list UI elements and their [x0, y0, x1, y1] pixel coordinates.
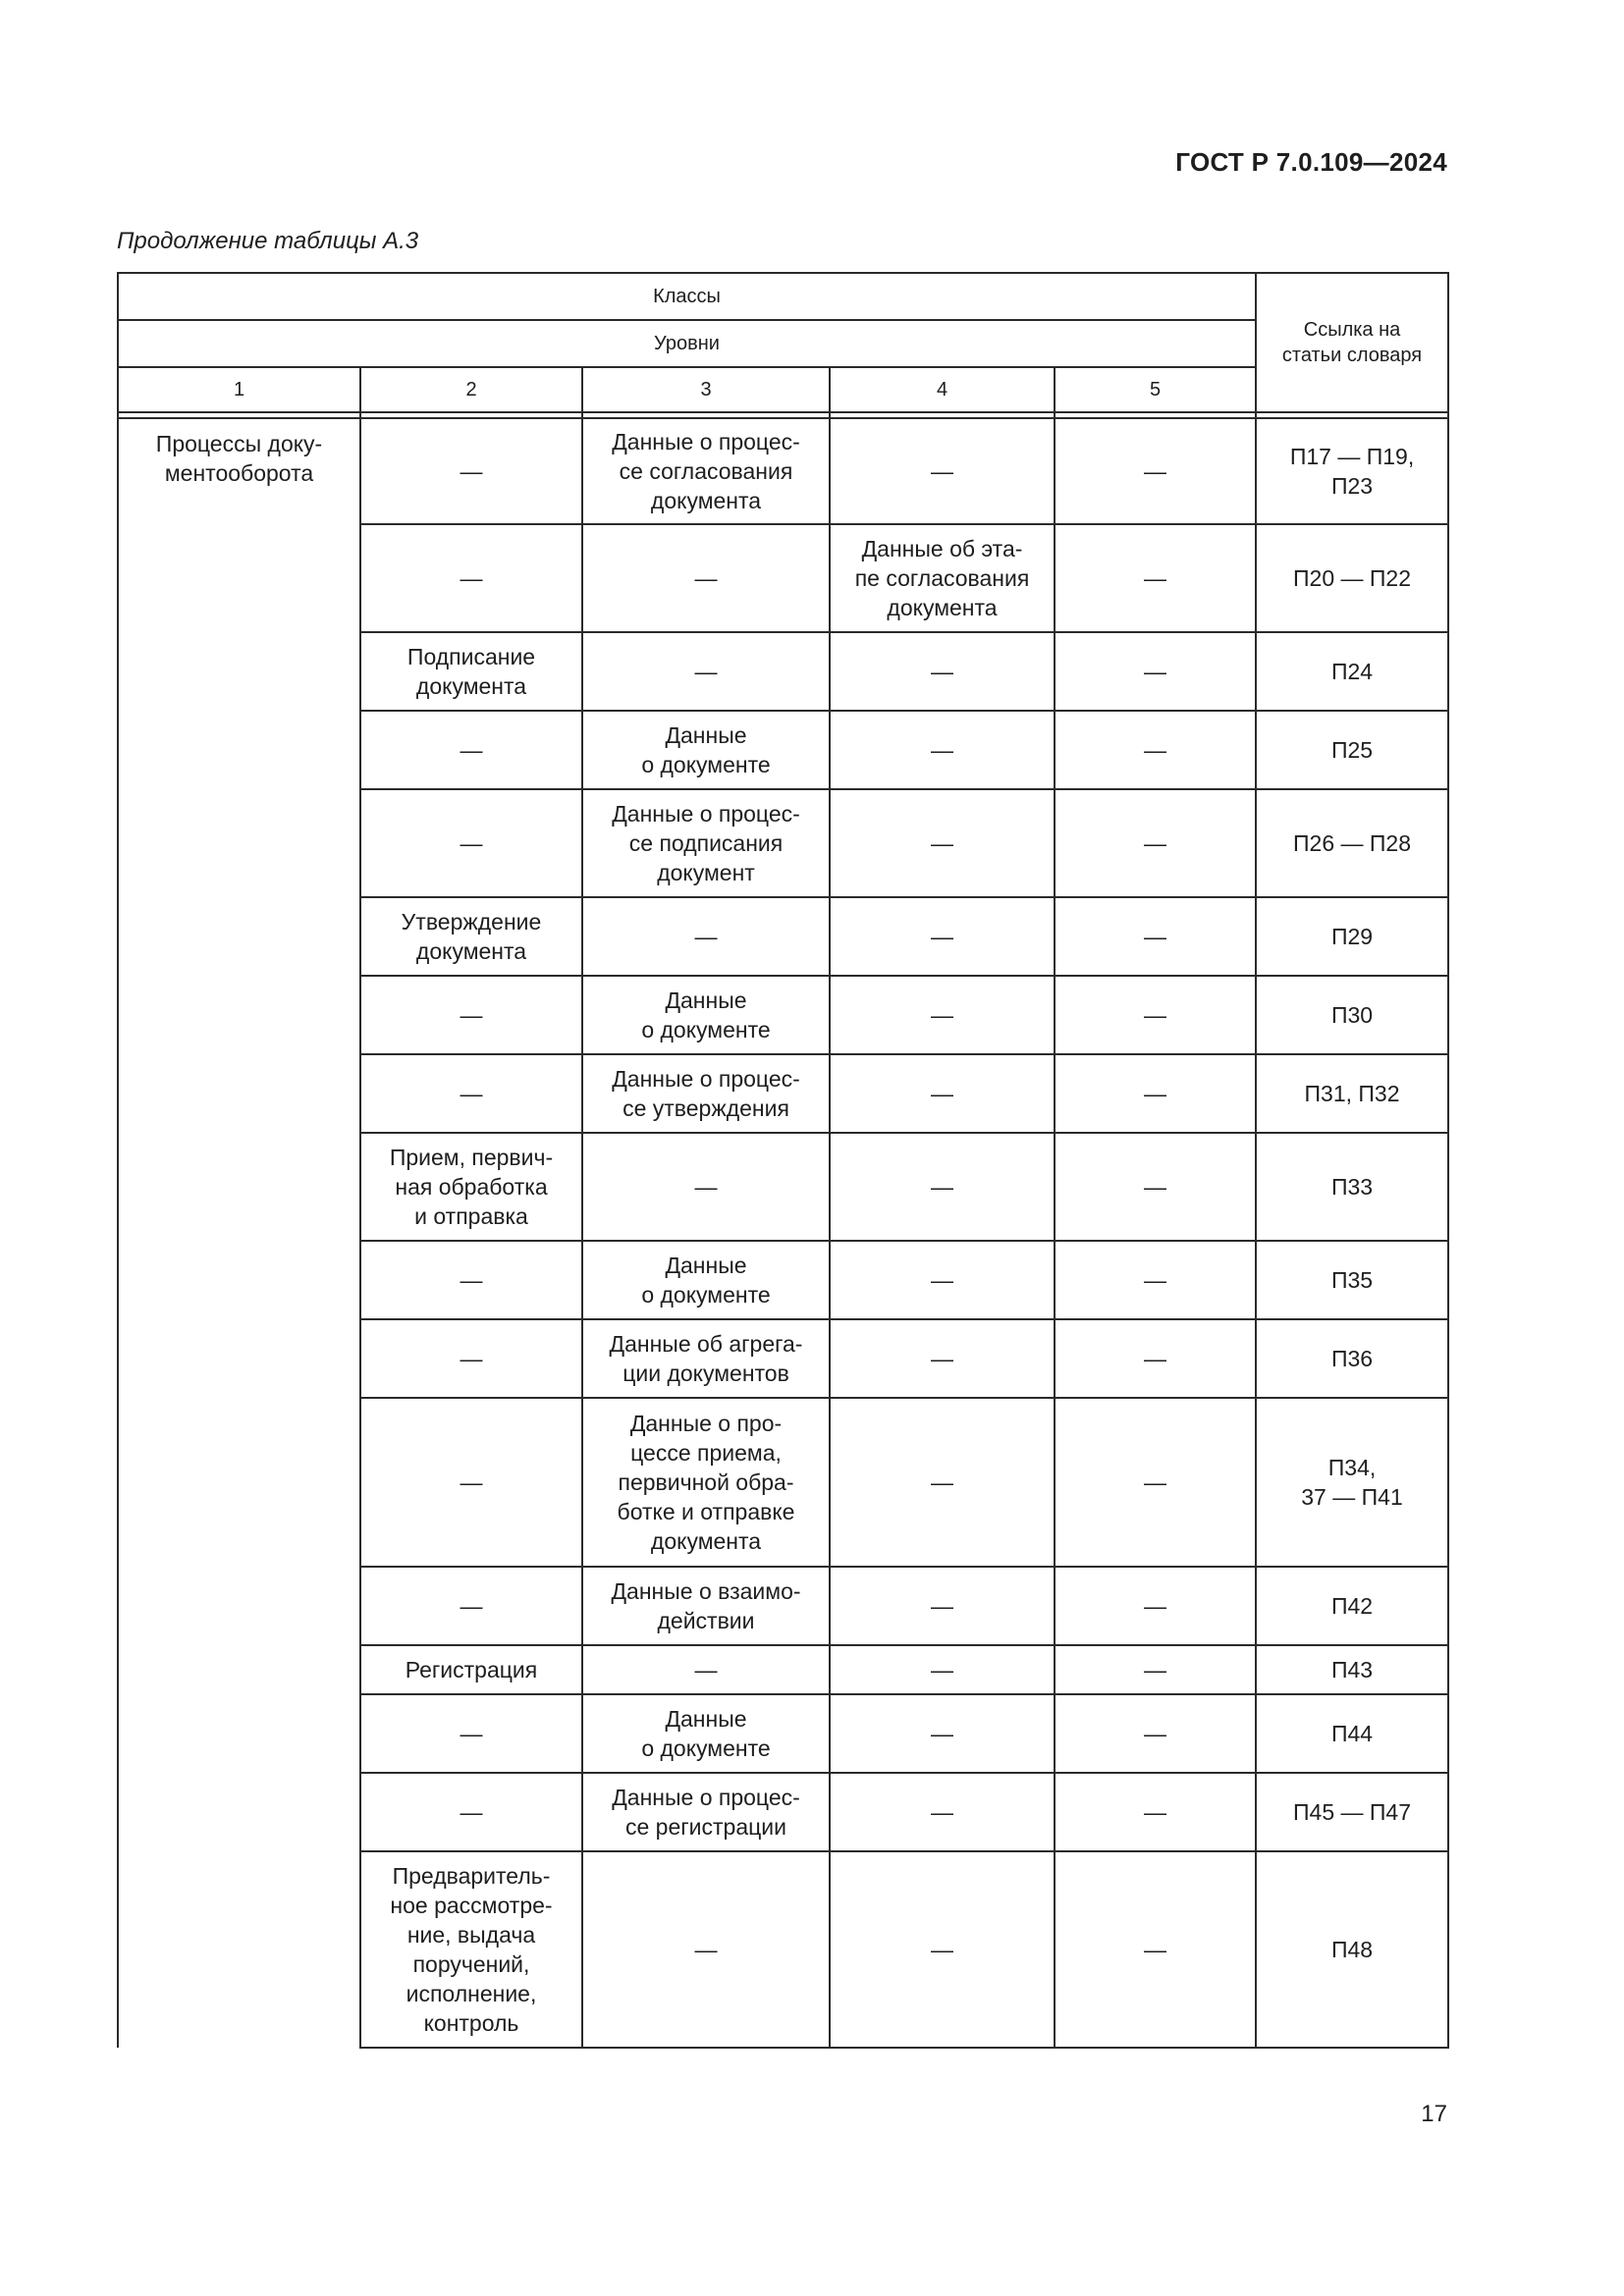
column-number-1: 1 [118, 367, 360, 412]
cell-level-5: — [1055, 1319, 1256, 1398]
cell-level-4: — [830, 1398, 1055, 1567]
cell-level-2: — [360, 1054, 582, 1133]
cell-level-2: Регистрация [360, 1645, 582, 1694]
cell-dictionary-ref: П24 [1256, 632, 1448, 711]
cell-level-3: Данные о про- цессе приема, первичной обра- ботке и отправке документа [582, 1398, 830, 1567]
cell-level-3: Данные о процес- се согласования документа [582, 418, 830, 524]
cell-level-5: — [1055, 1241, 1256, 1319]
cell-level-3: Данные об агрега- ции документов [582, 1319, 830, 1398]
cell-dictionary-ref: П35 [1256, 1241, 1448, 1319]
cell-level-2: Предваритель- ное рассмотре- ние, выдача поручений, исполнение, контроль [360, 1851, 582, 2048]
cell-dictionary-ref: П25 [1256, 711, 1448, 789]
cell-level-5: — [1055, 524, 1256, 632]
column-number-2: 2 [360, 367, 582, 412]
header-dictionary-reference: Ссылка на статьи словаря [1256, 273, 1448, 412]
cell-dictionary-ref: П48 [1256, 1851, 1448, 2048]
cell-level-4: — [830, 711, 1055, 789]
cell-level-4: — [830, 1773, 1055, 1851]
cell-dictionary-ref: П30 [1256, 976, 1448, 1054]
cell-level-5: — [1055, 1054, 1256, 1133]
classification-table [117, 272, 1449, 2049]
cell-level-2: — [360, 711, 582, 789]
cell-dictionary-ref: П43 [1256, 1645, 1448, 1694]
cell-level-5: — [1055, 789, 1256, 897]
cell-level-3: Данные о документе [582, 1241, 830, 1319]
cell-level-3: Данные о документе [582, 1694, 830, 1773]
cell-level-4: — [830, 1851, 1055, 2048]
class-cell-document-processes: Процессы доку- ментооборота [118, 418, 360, 2048]
cell-level-3: — [582, 1645, 830, 1694]
cell-dictionary-ref: П42 [1256, 1567, 1448, 1645]
cell-dictionary-ref: П45 — П47 [1256, 1773, 1448, 1851]
cell-level-2: Утверждение документа [360, 897, 582, 976]
cell-dictionary-ref: П33 [1256, 1133, 1448, 1241]
cell-level-4: — [830, 789, 1055, 897]
cell-level-5: — [1055, 1851, 1256, 2048]
cell-level-2: — [360, 1773, 582, 1851]
cell-level-2: — [360, 789, 582, 897]
cell-level-4: — [830, 1241, 1055, 1319]
cell-level-5: — [1055, 897, 1256, 976]
cell-level-3: Данные о процес- се регистрации [582, 1773, 830, 1851]
cell-dictionary-ref: П20 — П22 [1256, 524, 1448, 632]
cell-level-5: — [1055, 632, 1256, 711]
cell-level-2: Прием, первич- ная обработка и отправка [360, 1133, 582, 1241]
cell-level-2: — [360, 1694, 582, 1773]
cell-dictionary-ref: П29 [1256, 897, 1448, 976]
cell-level-5: — [1055, 711, 1256, 789]
cell-level-3: — [582, 1133, 830, 1241]
cell-level-4: — [830, 1133, 1055, 1241]
cell-level-5: — [1055, 1645, 1256, 1694]
standard-code: ГОСТ Р 7.0.109—2024 [1175, 147, 1447, 177]
cell-level-3: Данные о процес- се утверждения [582, 1054, 830, 1133]
column-number-5: 5 [1055, 367, 1256, 412]
cell-level-4: — [830, 1645, 1055, 1694]
cell-level-3: Данные о документе [582, 976, 830, 1054]
cell-level-4: — [830, 632, 1055, 711]
header-levels: Уровни [118, 320, 1256, 367]
cell-level-5: — [1055, 1694, 1256, 1773]
cell-level-2: — [360, 1319, 582, 1398]
cell-level-3: — [582, 1851, 830, 2048]
cell-level-2: — [360, 418, 582, 524]
cell-level-2: — [360, 1398, 582, 1567]
table-continuation-caption: Продолжение таблицы А.3 [117, 228, 419, 254]
cell-level-3: — [582, 524, 830, 632]
cell-level-4: — [830, 976, 1055, 1054]
cell-level-5: — [1055, 1133, 1256, 1241]
cell-dictionary-ref: П44 [1256, 1694, 1448, 1773]
cell-level-2: — [360, 976, 582, 1054]
cell-level-3: Данные о документе [582, 711, 830, 789]
cell-level-2: — [360, 524, 582, 632]
header-classes: Классы [118, 273, 1256, 320]
cell-level-4: — [830, 1054, 1055, 1133]
cell-dictionary-ref: П17 — П19, П23 [1256, 418, 1448, 524]
cell-level-5: — [1055, 976, 1256, 1054]
cell-level-2: Подписание документа [360, 632, 582, 711]
cell-level-5: — [1055, 418, 1256, 524]
cell-level-4: Данные об эта- пе согласования документа [830, 524, 1055, 632]
cell-level-3: Данные о процес- се подписания документ [582, 789, 830, 897]
cell-level-2: — [360, 1241, 582, 1319]
cell-level-4: — [830, 1319, 1055, 1398]
cell-dictionary-ref: П34, 37 — П41 [1256, 1398, 1448, 1567]
cell-level-3: — [582, 632, 830, 711]
cell-dictionary-ref: П26 — П28 [1256, 789, 1448, 897]
cell-level-2: — [360, 1567, 582, 1645]
cell-level-4: — [830, 418, 1055, 524]
cell-dictionary-ref: П36 [1256, 1319, 1448, 1398]
page-number: 17 [1421, 2101, 1447, 2127]
column-number-3: 3 [582, 367, 830, 412]
cell-level-3: — [582, 897, 830, 976]
cell-level-3: Данные о взаимо- действии [582, 1567, 830, 1645]
table-row [118, 418, 1448, 524]
cell-level-4: — [830, 897, 1055, 976]
cell-level-5: — [1055, 1567, 1256, 1645]
cell-level-4: — [830, 1567, 1055, 1645]
cell-level-5: — [1055, 1398, 1256, 1567]
cell-level-4: — [830, 1694, 1055, 1773]
cell-dictionary-ref: П31, П32 [1256, 1054, 1448, 1133]
column-number-4: 4 [830, 367, 1055, 412]
cell-level-5: — [1055, 1773, 1256, 1851]
